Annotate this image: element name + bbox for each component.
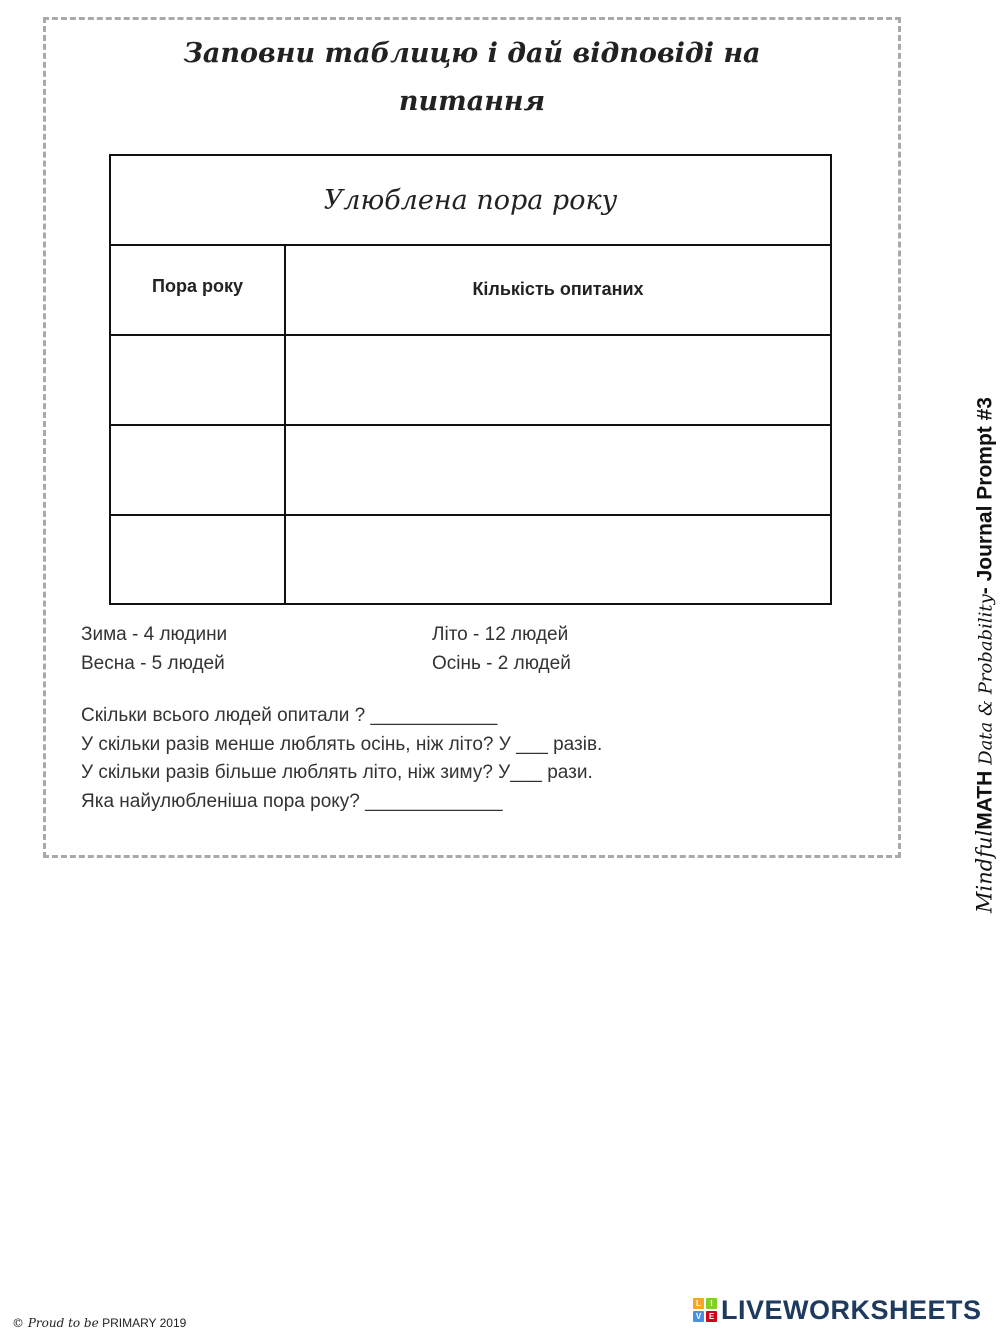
table-row xyxy=(111,426,830,514)
season-cell[interactable] xyxy=(111,426,284,514)
liveworksheets-logo[interactable] xyxy=(693,1294,982,1326)
header-count: Кількість опитаних xyxy=(472,278,644,299)
question-autumn-vs-summer: У скільки разів менше люблять осінь, ніж літо? У ___ разів. xyxy=(81,733,603,755)
copyright-text: © Proud to be xyxy=(12,1316,99,1330)
side-banner xyxy=(973,397,998,913)
worksheet-title xyxy=(43,30,901,126)
table-row xyxy=(111,336,830,424)
brand-script: Mindful xyxy=(972,829,997,913)
table-row xyxy=(111,516,830,604)
fact-summer: Літо - 12 людей xyxy=(432,624,569,645)
fact-autumn: Осінь - 2 людей xyxy=(432,653,571,674)
count-cell[interactable] xyxy=(286,516,830,604)
title-line-2: питання xyxy=(398,86,546,117)
logo-letter: V xyxy=(693,1311,704,1322)
question-summer-vs-winter: У скільки разів більше люблять літо, ніж зиму? У___ рази. xyxy=(81,762,593,783)
banner-prompt: Journal Prompt #3 xyxy=(973,397,997,582)
survey-facts xyxy=(81,624,681,684)
season-cell[interactable] xyxy=(111,516,284,604)
seasons-table xyxy=(109,154,832,605)
table-caption: Улюблена пора року xyxy=(111,156,830,246)
count-cell[interactable] xyxy=(286,336,830,424)
question-favorite: Яка найулюбленіша пора року? _____________ xyxy=(81,790,503,812)
banner-topic: Data & Probability xyxy=(975,594,997,765)
logo-letter: I xyxy=(706,1298,717,1309)
title-line-1: Заповни таблицю і дай відповіді на xyxy=(183,38,761,69)
copyright-brand: PRIMARY 2019 xyxy=(102,1316,187,1330)
count-cell[interactable] xyxy=(286,426,830,514)
fact-spring: Весна - 5 людей xyxy=(81,653,225,674)
logo-letter: E xyxy=(706,1311,717,1322)
question-list xyxy=(81,702,721,816)
footer-copyright xyxy=(12,1316,186,1330)
banner-separator: - xyxy=(973,587,997,595)
logo-mark-icon xyxy=(693,1298,717,1322)
brand-bold: MATH xyxy=(973,770,997,830)
logo-letter: L xyxy=(693,1298,704,1309)
header-season: Пора року xyxy=(152,275,243,296)
fact-winter: Зима - 4 людини xyxy=(81,624,228,645)
season-cell[interactable] xyxy=(111,336,284,424)
logo-wordmark: LIVEWORKSHEETS xyxy=(721,1294,982,1325)
question-total: Скільки всього людей опитали ? ____________ xyxy=(81,705,498,726)
